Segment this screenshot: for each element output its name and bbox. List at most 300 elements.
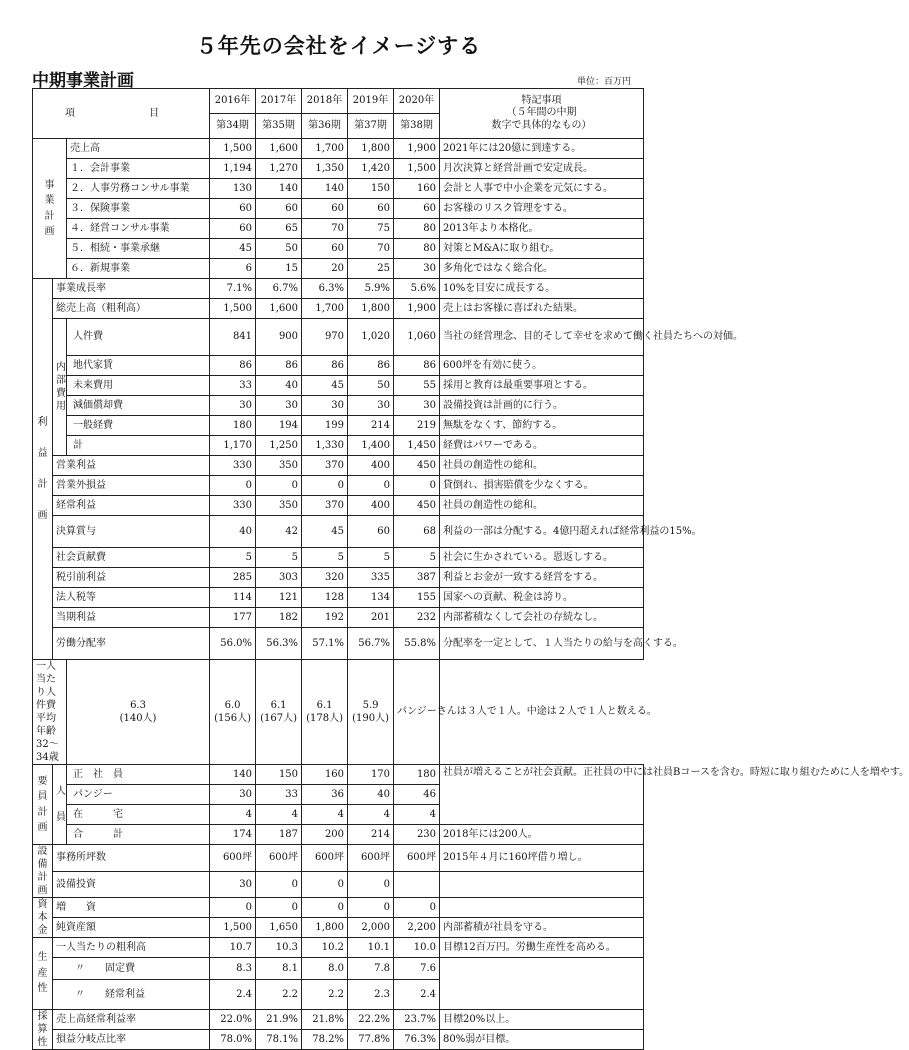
value-cell: 0 <box>348 476 394 496</box>
value-cell: 21.9% <box>256 1010 302 1030</box>
table-row <box>33 299 644 319</box>
value-cell: 60 <box>348 199 394 219</box>
value-cell: 177 <box>210 608 256 628</box>
row-label: 地代家賃 <box>67 356 210 376</box>
table-row <box>33 871 644 898</box>
value-cell: 20 <box>302 259 348 279</box>
item-header: 項 目 <box>33 89 210 139</box>
value-cell: 0 <box>210 898 256 918</box>
table-row <box>33 1030 644 1050</box>
value-cell: 330 <box>210 456 256 476</box>
value-cell: 121 <box>256 588 302 608</box>
value-cell: 5 <box>302 548 348 568</box>
row-label: 労働分配率 <box>53 628 210 660</box>
category-label: 生 産 性 <box>33 938 53 1010</box>
value-cell: 194 <box>256 416 302 436</box>
value-cell: 46 <box>394 785 440 805</box>
value-cell: 1,450 <box>394 436 440 456</box>
value-cell: 40 <box>210 516 256 548</box>
value-cell: 350 <box>256 496 302 516</box>
value-cell: 180 <box>394 765 440 785</box>
note-cell: 600坪を有効に使う。 <box>440 356 644 376</box>
value-cell: 230 <box>394 825 440 845</box>
row-label: 合 計 <box>67 825 210 845</box>
value-cell: 15 <box>256 259 302 279</box>
note-cell: 経費はパワーである。 <box>440 436 644 456</box>
note-cell: 設備投資は計画的に行う。 <box>440 396 644 416</box>
table-row <box>33 179 644 199</box>
category-label: 内 部 費 用 <box>53 319 67 456</box>
value-cell: 0 <box>348 898 394 918</box>
value-cell: 30 <box>394 259 440 279</box>
value-cell: 22.0% <box>210 1010 256 1030</box>
value-cell: 155 <box>394 588 440 608</box>
value-cell: 1,700 <box>302 139 348 159</box>
value-cell: 6.7% <box>256 279 302 299</box>
row-label: ３．保険事業 <box>67 199 210 219</box>
page-title: 中期事業計画 <box>32 71 134 91</box>
business-plan-table <box>32 88 909 1050</box>
value-cell: 1,800 <box>348 299 394 319</box>
table-row <box>33 456 644 476</box>
value-cell: 86 <box>210 356 256 376</box>
year-header: 2020年 <box>394 89 440 114</box>
value-cell: 330 <box>210 496 256 516</box>
row-label: １．会計事業 <box>67 159 210 179</box>
value-cell: 78.2% <box>302 1030 348 1050</box>
value-cell: 1,330 <box>302 436 348 456</box>
table-row <box>33 628 644 660</box>
value-cell: 60 <box>348 516 394 548</box>
row-label: 売上高 <box>67 139 210 159</box>
value-cell: 22.2% <box>348 1010 394 1030</box>
value-cell: 170 <box>348 765 394 785</box>
table-row <box>33 356 644 376</box>
value-cell: 60 <box>302 239 348 259</box>
value-cell: 150 <box>348 179 394 199</box>
value-cell: 6.3% <box>302 279 348 299</box>
row-label: パンジー <box>67 785 210 805</box>
value-cell: 7.6 <box>394 958 440 980</box>
value-cell: 5 <box>394 548 440 568</box>
value-cell: 1,500 <box>210 918 256 938</box>
period-header: 第38期 <box>394 114 440 139</box>
note-cell: 80%弱が目標。 <box>440 1030 644 1050</box>
row-label: 未来費用 <box>67 376 210 396</box>
value-cell: 0 <box>394 476 440 496</box>
value-cell: 400 <box>348 456 394 476</box>
value-cell: 2.2 <box>256 980 302 1010</box>
value-cell: 50 <box>348 376 394 396</box>
value-cell: 86 <box>394 356 440 376</box>
value-cell: 140 <box>210 765 256 785</box>
category-label: 設 備 計 画 <box>33 845 53 898</box>
row-label: 〃 固定費 <box>53 958 210 980</box>
note-cell: 内部蓄積なくして会社の存続なし。 <box>440 608 644 628</box>
value-cell: 1,600 <box>256 299 302 319</box>
value-cell: 80 <box>394 239 440 259</box>
value-cell: 1,270 <box>256 159 302 179</box>
value-cell: 5.9% <box>348 279 394 299</box>
value-cell: 1,170 <box>210 436 256 456</box>
value-cell: 10.7 <box>210 938 256 958</box>
table-row <box>33 898 644 918</box>
notes-header <box>440 89 644 139</box>
value-cell: 0 <box>302 871 348 898</box>
value-cell: 1,700 <box>302 299 348 319</box>
value-cell: 45 <box>302 376 348 396</box>
value-cell: 80 <box>394 219 440 239</box>
value-cell: 285 <box>210 568 256 588</box>
note-cell: 2018年には200人。 <box>440 825 644 845</box>
note-cell: 採用と教育は最重要事項とする。 <box>440 376 644 396</box>
period-header: 第36期 <box>302 114 348 139</box>
note-cell: 2013年より本格化。 <box>440 219 644 239</box>
value-cell: 36 <box>302 785 348 805</box>
value-cell: 33 <box>256 785 302 805</box>
value-cell: 5 <box>348 548 394 568</box>
value-cell: 450 <box>394 496 440 516</box>
note-cell: 無駄をなくす、節約する。 <box>440 416 644 436</box>
category-label: 利 益 計 画 <box>33 279 53 660</box>
value-cell: 57.1% <box>302 628 348 660</box>
value-cell: 40 <box>348 785 394 805</box>
value-cell: 30 <box>302 396 348 416</box>
note-cell: 月次決算と経営計画で安定成長。 <box>440 159 644 179</box>
value-cell: 114 <box>210 588 256 608</box>
value-cell: 60 <box>302 199 348 219</box>
note-cell: 会計と人事で中小企業を元気にする。 <box>440 179 644 199</box>
value-cell: 387 <box>394 568 440 588</box>
value-cell: 30 <box>210 785 256 805</box>
row-label: 売上高経常利益率 <box>53 1010 210 1030</box>
value-cell: 6.0 (156人) <box>210 660 256 765</box>
value-cell: 55 <box>394 376 440 396</box>
value-cell: 30 <box>210 871 256 898</box>
value-cell: 56.3% <box>256 628 302 660</box>
notes-title: 特記事項 <box>521 94 562 106</box>
table-row <box>33 219 644 239</box>
value-cell: 10.3 <box>256 938 302 958</box>
value-cell: 130 <box>210 179 256 199</box>
note-cell: 売上はお客様に喜ばれた結果。 <box>440 299 644 319</box>
value-cell: 40 <box>256 376 302 396</box>
row-label: 事務所坪数 <box>53 845 210 872</box>
value-cell: 30 <box>210 396 256 416</box>
headline: ５年先の会社をイメージする <box>195 34 482 58</box>
note-cell: 当社の経営理念、目的そして幸せを求めて働く社員たちへの対価。 <box>440 319 644 356</box>
value-cell: 4 <box>348 805 394 825</box>
value-cell: 8.1 <box>256 958 302 980</box>
note-cell: 社員が増えることが社会貢献。正社員の中には社員Bコースを含む。時短に取り組むために人を増やす。 <box>440 765 644 825</box>
row-label: 総売上高（粗利高） <box>53 299 210 319</box>
value-cell: 1,400 <box>348 436 394 456</box>
row-label: 設備投資 <box>53 871 210 898</box>
row-label: 当期利益 <box>53 608 210 628</box>
value-cell: 50 <box>256 239 302 259</box>
table-row <box>33 938 644 958</box>
value-cell: 0 <box>256 871 302 898</box>
table-row <box>33 548 644 568</box>
value-cell: 0 <box>210 476 256 496</box>
value-cell: 182 <box>256 608 302 628</box>
note-cell: 内部蓄積が社員を守る。 <box>440 918 644 938</box>
note-cell: 対策とM&Aに取り組む。 <box>440 239 644 259</box>
table-row <box>33 199 644 219</box>
row-label: 損益分岐点比率 <box>53 1030 210 1050</box>
note-cell: パンジーさんは３人で１人。中途は２人で１人と数える。 <box>394 660 440 765</box>
row-label: 正 社 員 <box>67 765 210 785</box>
row-label: 一人当たりの粗利高 <box>53 938 210 958</box>
note-cell: お客様のリスク管理をする。 <box>440 199 644 219</box>
value-cell: 600坪 <box>348 845 394 872</box>
value-cell: 303 <box>256 568 302 588</box>
value-cell: 33 <box>210 376 256 396</box>
value-cell: 201 <box>348 608 394 628</box>
note-cell: 利益とお金が一致する経営をする。 <box>440 568 644 588</box>
value-cell: 55.8% <box>394 628 440 660</box>
value-cell: 600坪 <box>394 845 440 872</box>
period-header: 第34期 <box>210 114 256 139</box>
table-row <box>33 436 644 456</box>
note-cell: 貸倒れ、損害賠償を少なくする。 <box>440 476 644 496</box>
note-cell: 分配率を一定として、１人当たりの給与を高くする。 <box>440 628 644 660</box>
value-cell: 134 <box>348 588 394 608</box>
row-label: 計 <box>67 436 210 456</box>
value-cell: 30 <box>348 396 394 416</box>
row-label: ２．人事労務コンサル事業 <box>67 179 210 199</box>
value-cell: 7.1% <box>210 279 256 299</box>
value-cell: 600坪 <box>302 845 348 872</box>
value-cell: 1,060 <box>394 319 440 356</box>
row-label: ４．経営コンサル事業 <box>67 219 210 239</box>
value-cell: 8.3 <box>210 958 256 980</box>
table-row <box>33 1010 644 1030</box>
note-cell: 社員の創造性の総和。 <box>440 456 644 476</box>
row-label: 経常利益 <box>53 496 210 516</box>
table-row <box>33 608 644 628</box>
year-header: 2016年 <box>210 89 256 114</box>
table-row <box>33 376 644 396</box>
year-header: 2018年 <box>302 89 348 114</box>
table-row <box>33 588 644 608</box>
value-cell: 6.1 (178人) <box>302 660 348 765</box>
note-cell: 多角化ではなく総合化。 <box>440 259 644 279</box>
value-cell: 1,600 <box>256 139 302 159</box>
value-cell: 60 <box>256 199 302 219</box>
value-cell: 1,500 <box>394 159 440 179</box>
note-cell: 社会に生かされている。恩返しする。 <box>440 548 644 568</box>
value-cell: 6.1 (167人) <box>256 660 302 765</box>
table-row <box>33 958 644 980</box>
value-cell: 0 <box>348 871 394 898</box>
note-cell <box>440 958 644 1010</box>
row-label: 決算賞与 <box>53 516 210 548</box>
value-cell: 2,000 <box>348 918 394 938</box>
row-label: 純資産額 <box>53 918 210 938</box>
value-cell: 5 <box>210 548 256 568</box>
value-cell: 23.7% <box>394 1010 440 1030</box>
value-cell: 180 <box>210 416 256 436</box>
table-row <box>33 279 644 299</box>
value-cell: 5.6% <box>394 279 440 299</box>
value-cell: 140 <box>256 179 302 199</box>
value-cell: 160 <box>394 179 440 199</box>
row-label: 社会貢献費 <box>53 548 210 568</box>
row-label: 人件費 <box>67 319 210 356</box>
value-cell: 200 <box>302 825 348 845</box>
value-cell: 192 <box>302 608 348 628</box>
value-cell: 8.0 <box>302 958 348 980</box>
value-cell: 214 <box>348 416 394 436</box>
value-cell: 600坪 <box>256 845 302 872</box>
value-cell: 21.8% <box>302 1010 348 1030</box>
note-cell: 国家への貢献、税金は誇り。 <box>440 588 644 608</box>
value-cell: 199 <box>302 416 348 436</box>
table-row <box>33 918 644 938</box>
value-cell: 2.2 <box>302 980 348 1010</box>
table-row <box>33 139 644 159</box>
year-header: 2019年 <box>348 89 394 114</box>
row-label: 営業外損益 <box>53 476 210 496</box>
row-label: 税引前利益 <box>53 568 210 588</box>
value-cell: 150 <box>256 765 302 785</box>
value-cell: 320 <box>302 568 348 588</box>
value-cell: 76.3% <box>394 1030 440 1050</box>
value-cell: 6.3 (140人) <box>67 660 210 765</box>
value-cell: 0 <box>302 476 348 496</box>
year-header: 2017年 <box>256 89 302 114</box>
value-cell: 0 <box>256 898 302 918</box>
value-cell: 2,200 <box>394 918 440 938</box>
value-cell: 1,350 <box>302 159 348 179</box>
table-row <box>33 319 644 356</box>
value-cell: 78.0% <box>210 1030 256 1050</box>
category-label: 要 員 計 画 <box>33 765 53 845</box>
table-row <box>33 476 644 496</box>
note-cell: 社員の創造性の総和。 <box>440 496 644 516</box>
note-cell <box>440 871 644 898</box>
value-cell: 86 <box>256 356 302 376</box>
row-label: 増 資 <box>53 898 210 918</box>
category-label: 採 算 性 <box>33 1010 53 1050</box>
value-cell: 60 <box>210 219 256 239</box>
table-row <box>33 825 644 845</box>
value-cell: 60 <box>394 199 440 219</box>
value-cell: 65 <box>256 219 302 239</box>
value-cell: 350 <box>256 456 302 476</box>
value-cell: 4 <box>256 805 302 825</box>
value-cell: 219 <box>394 416 440 436</box>
category-label: 資 本 金 <box>33 898 53 938</box>
value-cell: 7.8 <box>348 958 394 980</box>
row-label: ６．新規事業 <box>67 259 210 279</box>
row-label: 在 宅 <box>67 805 210 825</box>
value-cell: 10.1 <box>348 938 394 958</box>
table-row <box>33 396 644 416</box>
value-cell: 1,800 <box>348 139 394 159</box>
value-cell: 1,250 <box>256 436 302 456</box>
value-cell: 68 <box>394 516 440 548</box>
value-cell: 4 <box>394 805 440 825</box>
value-cell: 400 <box>348 496 394 516</box>
value-cell: 970 <box>302 319 348 356</box>
value-cell: 370 <box>302 456 348 476</box>
value-cell: 140 <box>302 179 348 199</box>
value-cell: 1,900 <box>394 139 440 159</box>
note-cell: 目標12百万円。労働生産性を高める。 <box>440 938 644 958</box>
table-row <box>33 568 644 588</box>
value-cell: 4 <box>302 805 348 825</box>
note-cell: 2021年には20億に到達する。 <box>440 139 644 159</box>
value-cell: 1,020 <box>348 319 394 356</box>
table-row <box>33 496 644 516</box>
value-cell: 214 <box>348 825 394 845</box>
value-cell: 0 <box>256 476 302 496</box>
table-row <box>33 660 644 765</box>
value-cell: 174 <box>210 825 256 845</box>
value-cell: 1,800 <box>302 918 348 938</box>
value-cell: 75 <box>348 219 394 239</box>
row-label: 〃 経常利益 <box>53 980 210 1010</box>
value-cell: 25 <box>348 259 394 279</box>
notes-subtitle: （５年間の中期 数字で具体的なもの） <box>491 107 592 131</box>
value-cell: 900 <box>256 319 302 356</box>
value-cell: 4 <box>210 805 256 825</box>
row-label: 営業利益 <box>53 456 210 476</box>
value-cell: 128 <box>302 588 348 608</box>
table-row <box>33 765 644 785</box>
row-label: 減価償却費 <box>67 396 210 416</box>
value-cell: 160 <box>302 765 348 785</box>
value-cell: 6 <box>210 259 256 279</box>
value-cell: 1,650 <box>256 918 302 938</box>
table-row <box>33 845 644 872</box>
value-cell: 0 <box>394 898 440 918</box>
value-cell: 370 <box>302 496 348 516</box>
period-header: 第35期 <box>256 114 302 139</box>
table-row <box>33 239 644 259</box>
value-cell: 5 <box>256 548 302 568</box>
period-header: 第37期 <box>348 114 394 139</box>
value-cell: 78.1% <box>256 1030 302 1050</box>
value-cell: 232 <box>394 608 440 628</box>
row-label: 一人当たり人件費 平均年齢32～34歳 <box>33 660 67 765</box>
note-cell: 利益の一部は分配する。4億円超えれば経常利益の15%。 <box>440 516 644 548</box>
value-cell: 60 <box>210 199 256 219</box>
value-cell: 1,500 <box>210 139 256 159</box>
category-label: 人 員 <box>53 765 67 845</box>
value-cell: 56.7% <box>348 628 394 660</box>
value-cell: 10.2 <box>302 938 348 958</box>
category-label: 事 業 計 画 <box>33 139 67 279</box>
value-cell <box>394 871 440 898</box>
value-cell: 70 <box>302 219 348 239</box>
value-cell: 30 <box>256 396 302 416</box>
value-cell: 86 <box>302 356 348 376</box>
value-cell: 450 <box>394 456 440 476</box>
value-cell: 1,500 <box>210 299 256 319</box>
value-cell: 42 <box>256 516 302 548</box>
value-cell: 1,194 <box>210 159 256 179</box>
value-cell: 187 <box>256 825 302 845</box>
value-cell: 86 <box>348 356 394 376</box>
value-cell: 335 <box>348 568 394 588</box>
value-cell: 56.0% <box>210 628 256 660</box>
value-cell: 0 <box>302 898 348 918</box>
value-cell: 2.3 <box>348 980 394 1010</box>
value-cell: 70 <box>348 239 394 259</box>
